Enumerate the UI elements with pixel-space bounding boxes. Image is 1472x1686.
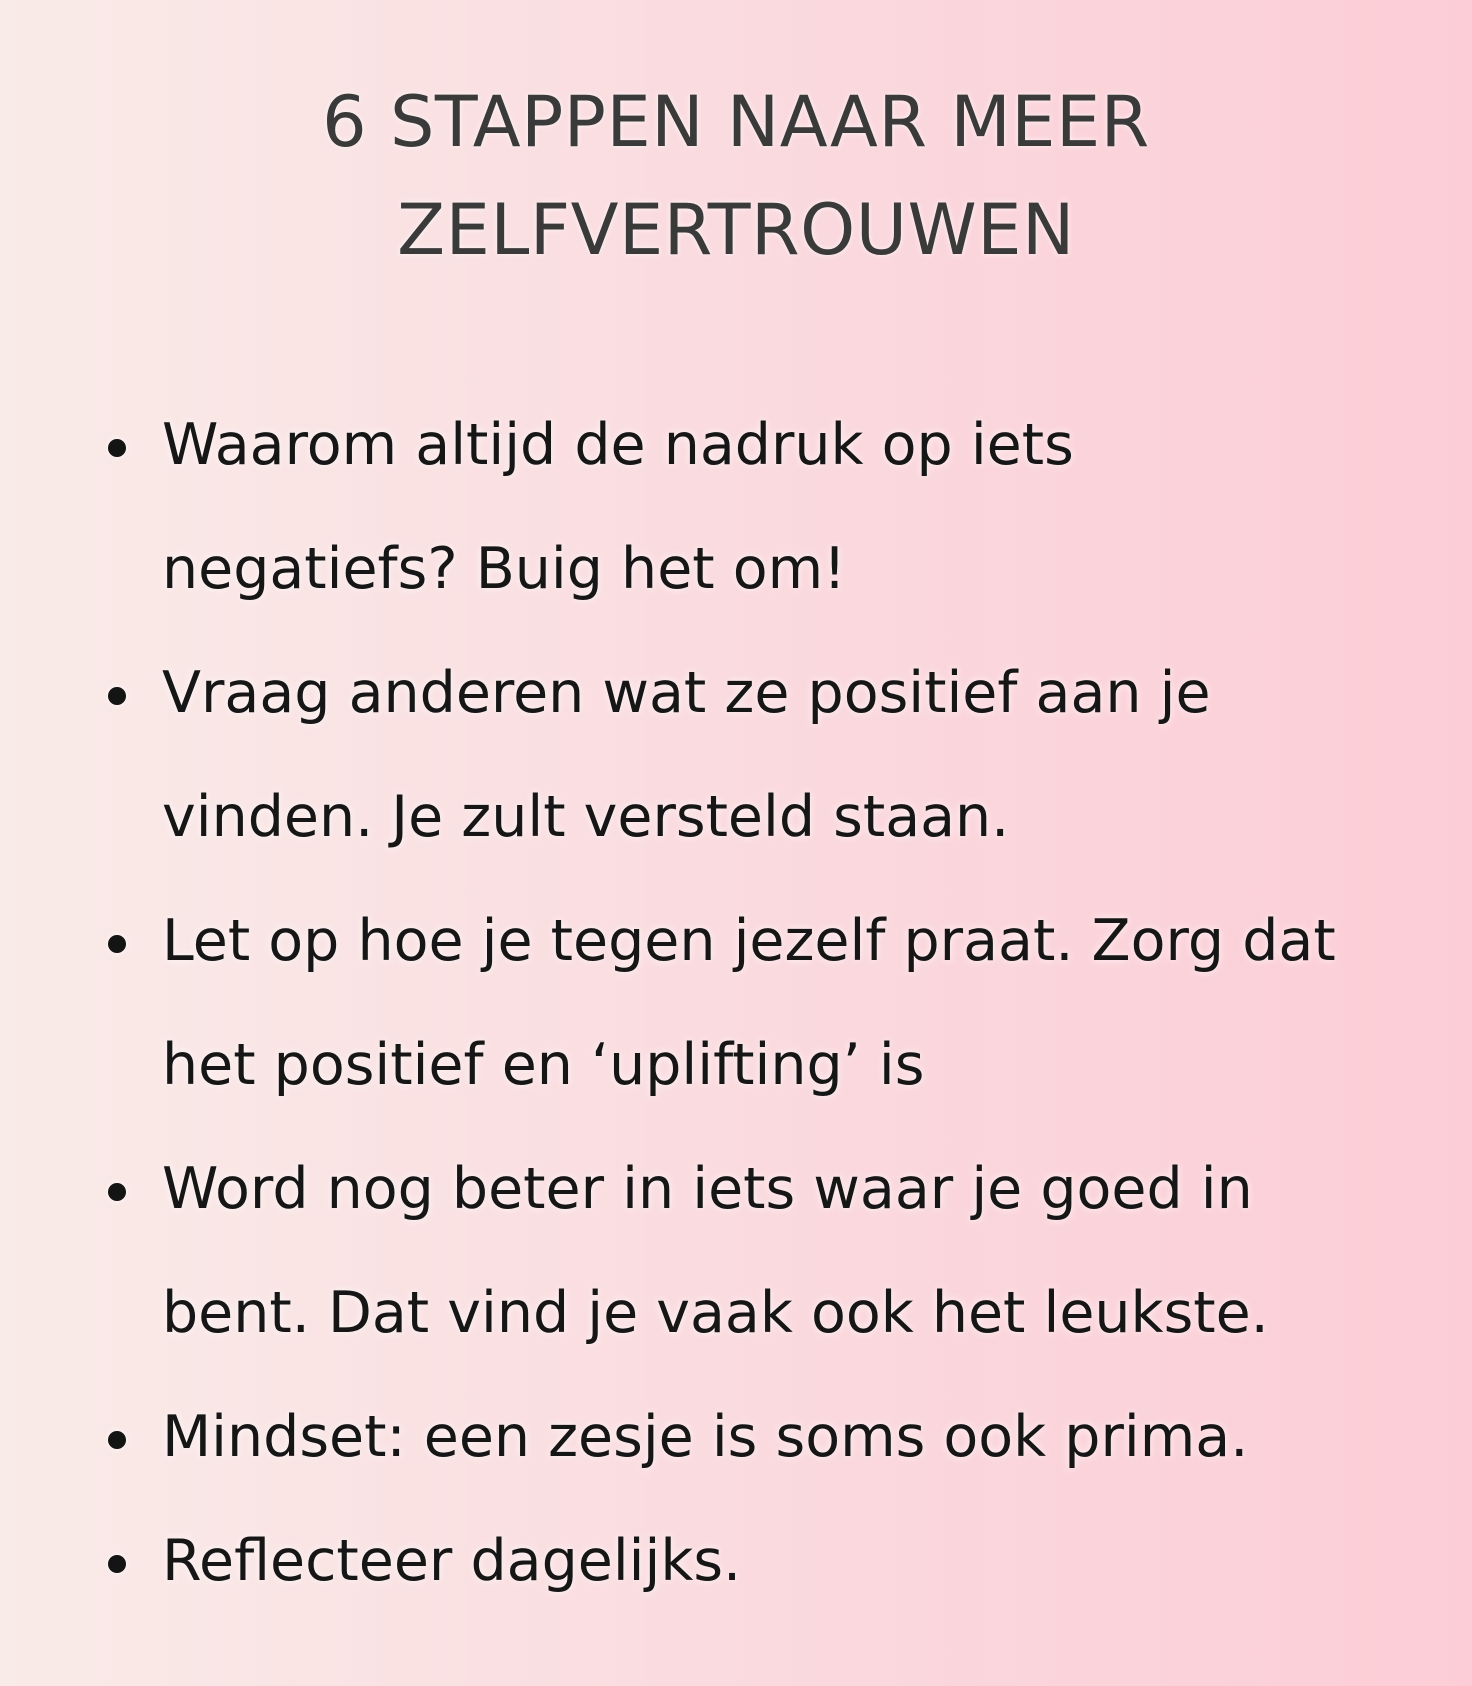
list-item-text xyxy=(162,1375,1402,1499)
list-item-line: vinden. Je zult versteld staan. xyxy=(162,784,1010,850)
list-item-text xyxy=(162,1127,1402,1375)
steps-list xyxy=(0,383,1472,1623)
page-title xyxy=(0,68,1472,284)
list-item-line: het positief en ‘uplifting’ is xyxy=(162,1032,925,1098)
list-item-line: Word nog beter in iets waar je goed in xyxy=(162,1156,1253,1222)
list-item xyxy=(0,383,1472,631)
bullet-icon xyxy=(108,439,126,457)
list-item-text xyxy=(162,631,1402,879)
list-item-line: Reflecteer dagelijks. xyxy=(162,1528,742,1594)
list-item-line: Mindset: een zesje is soms ook prima. xyxy=(162,1404,1249,1470)
list-item xyxy=(0,631,1472,879)
bullet-icon xyxy=(108,935,126,953)
bullet-icon xyxy=(108,687,126,705)
list-item xyxy=(0,1127,1472,1375)
list-item-text xyxy=(162,383,1402,631)
list-item-text xyxy=(162,1499,1402,1623)
list-item-text xyxy=(162,879,1402,1127)
list-item-line: negatiefs? Buig het om! xyxy=(162,536,846,602)
list-item xyxy=(0,1499,1472,1623)
list-item xyxy=(0,1375,1472,1499)
list-item-line: Waarom altijd de nadruk op iets xyxy=(162,412,1074,478)
list-item xyxy=(0,879,1472,1127)
bullet-icon xyxy=(108,1555,126,1573)
page-title-line-1: 6 STAPPEN NAAR MEER xyxy=(322,81,1150,163)
page-title-line-2: ZELFVERTROUWEN xyxy=(397,189,1075,271)
bullet-icon xyxy=(108,1431,126,1449)
bullet-icon xyxy=(108,1183,126,1201)
list-item-line: Let op hoe je tegen jezelf praat. Zorg dat xyxy=(162,908,1336,974)
list-item-line: Vraag anderen wat ze positief aan je xyxy=(162,660,1211,726)
list-item-line: bent. Dat vind je vaak ook het leukste. xyxy=(162,1280,1269,1346)
